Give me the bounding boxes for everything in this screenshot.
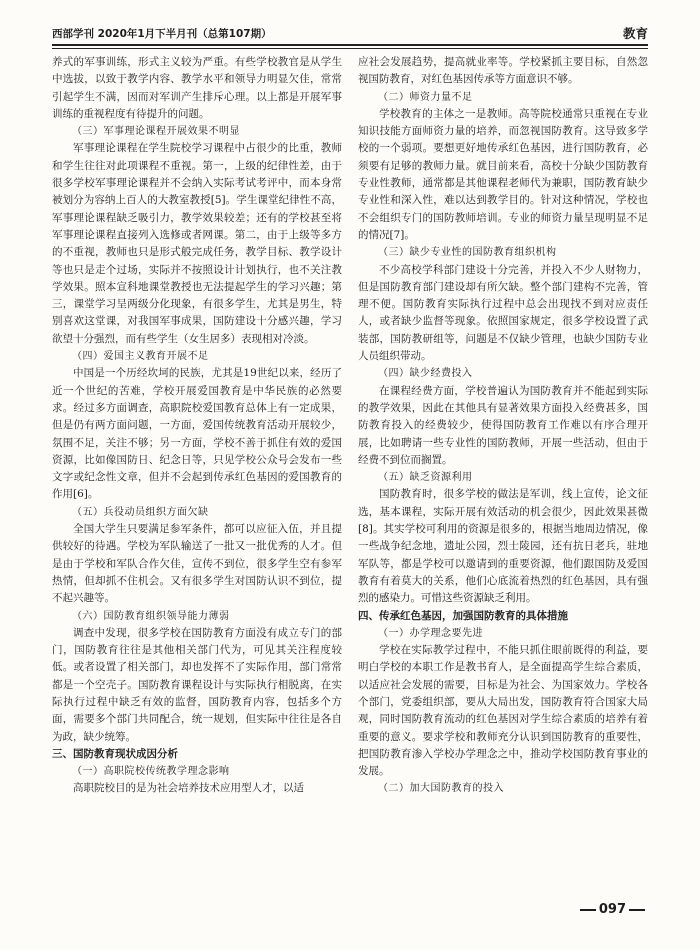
paragraph: 国防教育时，很多学校的做法是军训，线上宣传，论文征选，基本课程，实际开展有效活动的机会很少，因此效果甚微[8]。其实学校可利用的资源是很多的，根据当地周边情况，像一些战争纪念地，遗址公园，烈士陵园，还有抗日老兵，驻地军队等，都是学校可以邀请到的重要资源，他们跟国防及爱国教育有着莫大的关系，他们心底流着热烈的红色基因，具有强烈的感染力。可惜这些资源缺乏利用。	[358, 488, 648, 605]
page-footer	[577, 902, 648, 917]
page-number: 097	[598, 902, 626, 917]
paragraph-continued: 养式的军事训练，形式主义较为严重。有些学校教官是从学生中选拔，以致于教学内容、教学水平和领导力明显欠佳，常常引起学生不满，因而对军训产生排斥心理。以上都是开展军事训练的重视程度有待提升的问题。	[52, 56, 342, 120]
paragraph: 中国是一个历经坎坷的民族，尤其是19世纪以来，经历了近一个世纪的苦难，学校开展爱国教育是中华民族的必然要求。经过多方面调查，高职院校爱国教育总体上有一定成果，但是仍有两方面问题，一方面，爱国传统教育活动开展较少，氛围不足，关注不够；另一方面，学校不善于抓住有效的爱国资源，比如像国防日、纪念日等，只见学校公众号会发布一些文字或纪念性文章，但并不会起到传承红色基因的爱国教育的作用[6]。	[52, 367, 342, 501]
header-rule-thin	[52, 48, 648, 49]
subsection-heading: （二）师资力量不足	[378, 91, 473, 103]
footer-dash-right	[629, 909, 645, 911]
right-column	[358, 54, 648, 798]
subsection-heading: （四）缺少经费投入	[378, 368, 473, 380]
subsection-heading: （一）办学理念要先进	[378, 627, 483, 639]
left-column	[52, 54, 342, 798]
running-header	[52, 22, 648, 42]
subsection-heading: （五）缺乏资源利用	[378, 472, 473, 484]
subsection-heading: （五）兵役动员组织方面欠缺	[72, 506, 209, 518]
section-heading: 三、国防教育现状成因分析	[52, 747, 178, 760]
paragraph: 高职院校目的是为社会培养技术应用型人才，以适	[73, 782, 304, 795]
subsection-heading: （一）高职院校传统教学理念影响	[72, 766, 230, 778]
section-label: 教育	[622, 26, 648, 41]
subsection-heading: （三）缺少专业性的国防教育组织机构	[378, 247, 557, 259]
subsection-heading: （四）爱国主义教育开展不足	[72, 351, 209, 363]
paragraph: 学校在实际教学过程中，不能只抓住眼前既得的利益，要明白学校的本职工作是教书育人，是全面提高学生综合素质，以适应社会发展的需要，目标是为社会、为国家效力。学校各个部门，党委组织部，要从大局出发，国防教育符合国家大局观，同时国防教育流动的红色基因对学生综合素质的培养有着重要的意义。要求学校和教师充分认识到国防教育的重要性，把国防教育渗入学校办学理念之中，推动学校国防教育事业的发展。	[358, 644, 648, 778]
paragraph-continued: 应社会发展趋势，提高就业率等。学校紧抓主要目标，自然忽视国防教育，对红色基因传承等方面意识不够。	[358, 56, 648, 86]
journal-title: 西部学刊 2020年1月下半月刊（总第107期）	[52, 28, 272, 40]
subsection-heading: （三）军事理论课程开展效果不明显	[72, 126, 240, 138]
subsection-heading: （六）国防教育组织领导能力薄弱	[72, 610, 230, 622]
paragraph: 调查中发现，很多学校在国防教育方面没有成立专门的部门，国防教育往往是其他相关部门代为，可见其关注程度较低。或者设置了相关部门，却也发挥不了实际作用，部门常常都是一个空壳子。国防教育课程设计与实际执行相脱离，在实际执行过程中缺乏有效的监督，国防教育内容，包括多个方面，需要多个部门共同配合，统一规划，但实际中往往是各自为政，缺少统筹。	[52, 626, 342, 743]
paragraph: 在课程经费方面，学校普遍认为国防教育并不能起到实际的教学效果，因此在其他具有显著效果方面投入经费甚多，国防教育投入的经费较少，使得国防教育工作难以有序合理开展，比如聘请一些专业性的国防教师，开展一些活动，但由于经费不到位而搁置。	[358, 384, 648, 466]
paragraph: 军事理论课程在学生院校学习课程中占很少的比重，教师和学生往往对此项课程不重视。第一，上级的纪律性差，由于很多学校军事理论课程并不会纳入实际考试考评中，而本身常被划分为容纳上百人的大教室教授[5]。学生课堂纪律性不高，军事理论课程缺乏吸引力，教学效果较差；还有的学校甚至将军事理论课程直接列入选修或者网课。第二，由于上级等多方的不重视，教师也只是形式般完成任务，教学目标、教学设计等也只是走个过场，实际并不按照设计计划执行，也不关注教学效果。照本宣科地课堂教授也无法提起学生的学习兴趣；第三，课堂学习呈两级分化现象，有很多学生，尤其是男生，特别喜欢这堂课，对我国军事成果，国防建设十分感兴趣，学习欲望十分强烈，而有些学生（女生居多）表现相对冷淡。	[52, 142, 342, 345]
paragraph: 不少高校学科部门建设十分完善，并投入不少人财物力，但是国防教育部门建设却有所欠缺。整个部门建构不完善，管理不便。国防教育实际执行过程中总会出现找不到对应责任人，或者缺少监督等现象。依照国家规定，很多学校设置了武装部，国防教研组等，问题是不仅缺少管理，也缺少国防专业人员组织带动。	[358, 263, 648, 363]
header-rule-thick	[52, 44, 648, 46]
paragraph: 学校教育的主体之一是教师。高等院校通常只重视在专业知识技能方面师资力量的培养，而忽视国防教育。这导致多学校的一个弱项。要想更好地传承红色基因，进行国防教育，必须要有足够的教师力量。就目前来看，高校十分缺少国防教育专业性教师，通常都是其他课程老师代为兼职，国防教育缺少专业性和深入性，难以达到教学目的。针对这种情况，学校也不会组织专门的国防教师培训。专业的师资力量呈现明显不足的情况[7]。	[358, 107, 648, 241]
paragraph: 全国大学生只要满足参军条件，都可以应征入伍，并且提供较好的待遇。学校为军队输送了一批又一批优秀的人才。但是由于学校和军队合作欠佳，宣传不到位，很多学生空有参军热情，但却抓不住机会。又有很多学生对国防认识不到位，提不起兴趣等。	[52, 523, 342, 605]
footer-dash-left	[580, 909, 596, 911]
section-heading: 四、传承红色基因，加强国防教育的具体措施	[358, 609, 568, 622]
subsection-heading: （二）加大国防教育的投入	[378, 783, 504, 795]
